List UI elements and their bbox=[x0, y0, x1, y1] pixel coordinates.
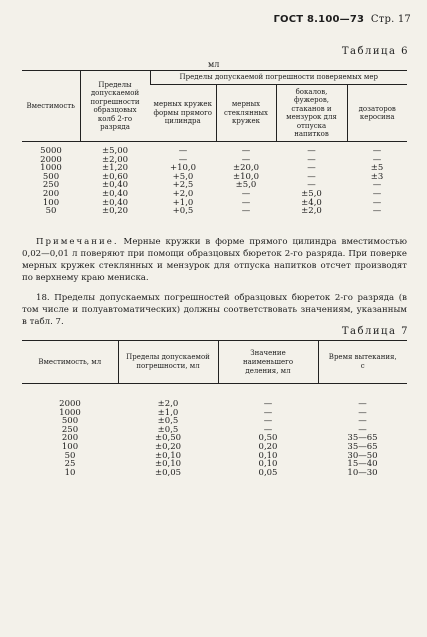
t7-cell: — bbox=[358, 424, 367, 435]
note-label: Примечание. bbox=[36, 237, 119, 247]
t6-cell: — bbox=[372, 188, 382, 199]
t6-cell: — bbox=[307, 154, 316, 165]
t6-subheader-glasses: бокалов, фужеров, стаканов и мензурок для отпуска напитков bbox=[276, 85, 347, 142]
t7-cell: 25 bbox=[64, 459, 76, 470]
t6-cell: — bbox=[241, 154, 251, 165]
t7-cell: 2000 bbox=[59, 399, 81, 409]
t6-cell: — bbox=[241, 206, 251, 217]
t7-header-division: Значение наименьшего деления, мл bbox=[218, 341, 318, 384]
t6-cell: — bbox=[178, 146, 188, 156]
t7-cell: ±0,10 bbox=[154, 459, 182, 470]
table6-unit: мл bbox=[208, 60, 220, 69]
page-number: Стр. 17 bbox=[370, 14, 411, 25]
t6-cell: +5,0 bbox=[172, 171, 194, 182]
table-row bbox=[22, 156, 407, 165]
note-text: Мерные кружки в форме прямого цилиндра вместимостью 0,02—0,01 л поверяют при помощи образцовых бюреток 2-го разряда. При поверке мерных кружек стеклянных и мензурок для отпуска напитков отсчет производят по верхнему краю мениска. bbox=[22, 237, 407, 283]
t7-cell: 0,05 bbox=[258, 467, 278, 478]
t6-cell: ±4,0 bbox=[301, 197, 322, 208]
standard-code: ГОСТ 8.100—73 bbox=[273, 14, 365, 25]
t7-cell: — bbox=[358, 399, 367, 409]
table6-note bbox=[22, 236, 407, 284]
t6-cell: 100 bbox=[42, 197, 60, 208]
t7-cell: 35—65 bbox=[347, 441, 378, 452]
t7-cell: 0,10 bbox=[258, 450, 278, 461]
t7-cell: 15—40 bbox=[347, 459, 378, 470]
t6-cell: 50 bbox=[45, 206, 57, 217]
t6-cell: 5000 bbox=[40, 146, 62, 156]
paragraph-18-text: 18. Пределы допускаемых погрешностей образцовых бюреток 2-го разряда (в том числе и полуавтоматических) должны соответствовать значениям, указанным в табл. 7. bbox=[22, 293, 407, 327]
t6-subheader-cylinder-cups: мерных кружек формы прямого цилиндра bbox=[150, 85, 216, 142]
t7-cell: 200 bbox=[61, 433, 79, 444]
t7-header-limits: Пределы допускаемой погрешности, мл bbox=[118, 341, 218, 384]
t6-cell: +1,0 bbox=[172, 197, 194, 208]
t7-cell: 250 bbox=[61, 424, 79, 435]
t6-cell: ±0,40 bbox=[101, 180, 129, 191]
table-6 bbox=[22, 70, 407, 216]
t6-header-group: Пределы допускаемой погрешности поверяемых мер bbox=[150, 71, 407, 85]
table-row bbox=[22, 142, 407, 156]
t6-cell: ±0,20 bbox=[101, 206, 129, 217]
table-row bbox=[22, 409, 407, 418]
t6-cell: +2,0 bbox=[172, 188, 194, 199]
t7-header-capacity: Вместимость, мл bbox=[22, 341, 118, 384]
table-row bbox=[22, 207, 407, 216]
t7-cell: 500 bbox=[61, 416, 79, 427]
t6-cell: +0,5 bbox=[172, 206, 194, 217]
t6-cell: 1000 bbox=[40, 163, 62, 174]
t7-cell: 50 bbox=[64, 450, 76, 461]
t6-header-limits: Пределы допускаемой погрешности образцовых колб 2-го разряда bbox=[80, 71, 150, 142]
t7-cell: 35—65 bbox=[347, 433, 378, 444]
t7-cell: ±1,0 bbox=[157, 407, 179, 418]
t6-cell: — bbox=[372, 146, 382, 156]
t6-cell: ±0,60 bbox=[101, 171, 129, 182]
t7-cell: ±0,5 bbox=[157, 424, 179, 435]
t7-cell: — bbox=[358, 407, 367, 418]
t6-cell: ±5 bbox=[370, 163, 384, 174]
paragraph-18 bbox=[22, 292, 407, 328]
t6-cell: — bbox=[241, 197, 251, 208]
t7-cell: ±0,50 bbox=[154, 433, 182, 444]
t7-cell: 0,50 bbox=[258, 433, 278, 444]
t7-cell: 30—50 bbox=[347, 450, 378, 461]
t6-cell: ±0,40 bbox=[101, 197, 129, 208]
page-header bbox=[273, 14, 411, 25]
t6-cell: ±3 bbox=[370, 171, 384, 182]
t7-cell: 1000 bbox=[59, 407, 81, 418]
table-row bbox=[22, 164, 407, 173]
table-row bbox=[22, 181, 407, 190]
t6-cell: — bbox=[307, 146, 316, 156]
t7-cell: 10—30 bbox=[347, 467, 378, 478]
t6-header-capacity: Вместимость bbox=[22, 71, 80, 142]
t7-cell: ±0,5 bbox=[157, 416, 179, 427]
t6-cell: — bbox=[178, 154, 188, 165]
t7-cell: — bbox=[263, 407, 273, 418]
t7-cell: ±0,20 bbox=[154, 441, 182, 452]
t6-cell: 250 bbox=[42, 180, 60, 191]
t6-cell: ±1,20 bbox=[101, 163, 129, 174]
t6-cell: — bbox=[372, 197, 382, 208]
t7-header-flow-time: Время вытекания, с bbox=[318, 341, 407, 384]
t6-cell: — bbox=[372, 154, 382, 165]
table6-caption: Таблица 6 bbox=[341, 46, 409, 57]
t6-subheader-dispensers: дозаторов керосина bbox=[347, 85, 407, 142]
t7-cell: — bbox=[263, 424, 273, 435]
t6-cell: 500 bbox=[42, 171, 60, 182]
table-row bbox=[22, 173, 407, 182]
t6-cell: +2,5 bbox=[172, 180, 194, 191]
t7-cell: — bbox=[263, 399, 273, 409]
t7-cell: 10 bbox=[64, 467, 76, 478]
t6-cell: ±20,0 bbox=[232, 163, 260, 174]
t6-subheader-glass-cups: мерных стеклянных кружек bbox=[216, 85, 276, 142]
t6-cell: — bbox=[241, 188, 251, 199]
table-row bbox=[22, 199, 407, 208]
t6-cell: ±2,00 bbox=[101, 154, 129, 165]
t6-cell: ±5,0 bbox=[235, 180, 257, 191]
table-7 bbox=[22, 340, 407, 477]
t7-cell: ±0,10 bbox=[154, 450, 182, 461]
table-row bbox=[22, 384, 407, 409]
t6-cell: — bbox=[307, 171, 316, 182]
t7-cell: ±0,05 bbox=[154, 467, 182, 478]
t6-cell: ±5,0 bbox=[301, 188, 322, 199]
t6-cell: 2000 bbox=[40, 154, 62, 165]
t6-cell: 200 bbox=[42, 188, 60, 199]
t6-cell: — bbox=[241, 146, 251, 156]
t7-cell: — bbox=[263, 416, 273, 427]
t6-cell: — bbox=[372, 180, 382, 191]
t6-cell: — bbox=[307, 163, 316, 174]
table7-caption: Таблица 7 bbox=[341, 326, 409, 337]
t7-cell: 100 bbox=[61, 441, 79, 452]
t7-cell: 0,10 bbox=[258, 459, 278, 470]
table-row bbox=[22, 190, 407, 199]
table-row bbox=[22, 417, 407, 426]
t6-cell: — bbox=[372, 206, 382, 217]
t7-cell: 0,20 bbox=[258, 441, 278, 452]
t6-cell: ±0,40 bbox=[101, 188, 129, 199]
t6-cell: — bbox=[307, 180, 316, 191]
t7-cell: — bbox=[358, 416, 367, 427]
t6-cell: ±5,00 bbox=[101, 146, 129, 156]
t7-cell: ±2,0 bbox=[157, 399, 179, 409]
table-row bbox=[22, 469, 407, 478]
t6-cell: ±10,0 bbox=[232, 171, 260, 182]
t6-cell: +10,0 bbox=[169, 163, 197, 174]
t6-cell: ±2,0 bbox=[301, 206, 322, 217]
